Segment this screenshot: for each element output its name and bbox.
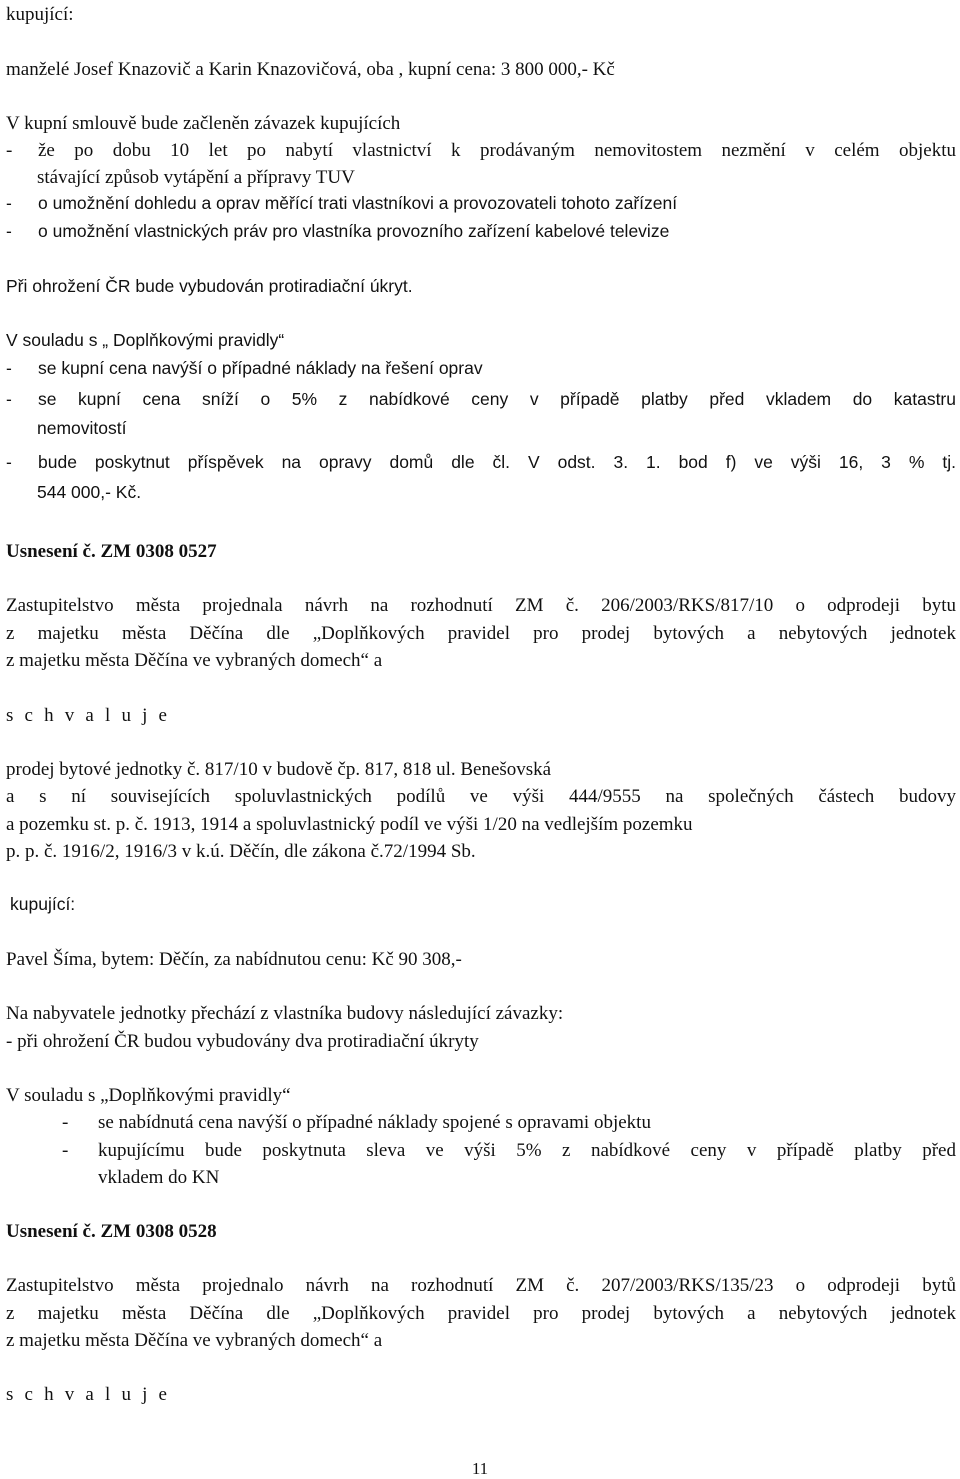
obligations-intro: Na nabyvatele jednotky přechází z vlastníka budovy následující závazky: xyxy=(6,1003,564,1024)
list-item xyxy=(6,391,956,413)
list-item xyxy=(62,1141,956,1163)
list-text: že po dobu 10 let po nabytí vlastnictví k prodávaným nemovitostem nezmění v celém objektu xyxy=(38,140,956,161)
resolution-text: z majetku města Děčína ve vybraných domech“ a xyxy=(6,650,383,671)
resolution-heading-label: Usnesení č. xyxy=(6,541,96,562)
rules-intro: V souladu s „Doplňkovými pravidly“ xyxy=(6,1085,291,1106)
list-dash: - xyxy=(6,140,13,161)
list-text-continuation: nemovitostí xyxy=(37,418,127,438)
buyer-line: Pavel Šíma, bytem: Děčín, za nabídnutou cenu: Kč 90 308,- xyxy=(6,949,462,970)
sale-text: a pozemku st. p. č. 1913, 1914 a spoluvlastnický podíl ve výši 1/20 na vedlejším pozemku xyxy=(6,814,693,835)
list-dash: - xyxy=(6,221,12,241)
list-item xyxy=(6,223,956,245)
list-text-continuation: stávající způsob vytápění a přípravy TUV xyxy=(37,167,355,188)
approves-label: s c h v a l u j e xyxy=(6,705,171,726)
resolution-text: z majetku města Děčína ve vybraných domech“ a xyxy=(6,1330,383,1351)
list-text: se nabídnutá cena navýší o případné náklady spojené s opravami objektu xyxy=(98,1112,651,1133)
list-text: o umožnění vlastnických práv pro vlastníka provozního zařízení kabelové televize xyxy=(38,221,670,241)
sale-text: a s ní souvisejících spoluvlastnických podílů ve výši 444/9555 na společných částech budovy xyxy=(6,786,956,807)
page-number: 11 xyxy=(471,1459,489,1478)
list-dash: - xyxy=(6,389,12,409)
list-dash: - xyxy=(62,1140,69,1161)
resolution-text: Zastupitelstvo města projednalo návrh na rozhodnutí ZM č. 207/2003/RKS/135/23 o odprodeji bytů xyxy=(6,1275,956,1296)
sale-text: prodej bytové jednotky č. 817/10 v budově čp. 817, 818 ul. Benešovská xyxy=(6,759,552,780)
list-item xyxy=(6,454,956,476)
commitment-intro: V kupní smlouvě bude začleněn závazek kupujících xyxy=(6,113,401,134)
shelter-note: Při ohrožení ČR bude vybudován protiradiační úkryt. xyxy=(6,276,413,296)
list-text: se kupní cena navýší o případné náklady na řešení oprav xyxy=(38,358,483,378)
obligation-item: - při ohrožení ČR budou vybudovány dva protiradiační úkryty xyxy=(6,1031,479,1052)
buyer-label: kupující: xyxy=(10,894,76,914)
buyers-line: manželé Josef Knazovič a Karin Knazovičová, oba , kupní cena: 3 800 000,- Kč xyxy=(6,59,615,80)
list-item xyxy=(62,1113,956,1135)
rules-intro: V souladu s „ Doplňkovými pravidly“ xyxy=(6,330,285,350)
list-text: bude poskytnut příspěvek na opravy domů dle čl. V odst. 3. 1. bod f) ve výši 16, 3 % tj. xyxy=(38,452,956,472)
list-text: o umožnění dohledu a oprav měřící trati vlastníkovi a provozovateli tohoto zařízení xyxy=(38,193,678,213)
approves-label: s c h v a l u j e xyxy=(6,1384,171,1405)
resolution-text: Zastupitelstvo města projednala návrh na rozhodnutí ZM č. 206/2003/RKS/817/10 o odprodeji bytu xyxy=(6,595,956,616)
resolution-text: z majetku města Děčína dle „Doplňkových pravidel pro prodej bytových a nebytových jednotek xyxy=(6,623,956,644)
list-dash: - xyxy=(6,193,12,213)
resolution-text: z majetku města Děčína dle „Doplňkových pravidel pro prodej bytových a nebytových jednotek xyxy=(6,1303,956,1324)
list-text-continuation: 544 000,- Kč. xyxy=(37,482,142,502)
list-dash: - xyxy=(62,1112,69,1133)
list-dash: - xyxy=(6,452,12,472)
list-dash: - xyxy=(6,358,12,378)
list-text: se kupní cena sníží o 5% z nabídkové ceny v případě platby před vkladem do katastru xyxy=(38,389,956,409)
buyer-label: kupující: xyxy=(6,4,74,25)
list-item xyxy=(6,141,956,163)
sale-text: p. p. č. 1916/2, 1916/3 v k.ú. Děčín, dle zákona č.72/1994 Sb. xyxy=(6,841,476,862)
resolution-heading xyxy=(6,542,217,561)
list-item xyxy=(6,360,956,382)
resolution-heading-number: ZM 0308 0527 xyxy=(95,541,217,562)
list-item xyxy=(6,195,956,217)
list-text: kupujícímu bude poskytnuta sleva ve výši 5% z nabídkové ceny v případě platby před xyxy=(98,1140,956,1161)
list-text-continuation: vkladem do KN xyxy=(98,1167,220,1188)
resolution-heading: Usnesení č. ZM 0308 0528 xyxy=(6,1221,217,1242)
